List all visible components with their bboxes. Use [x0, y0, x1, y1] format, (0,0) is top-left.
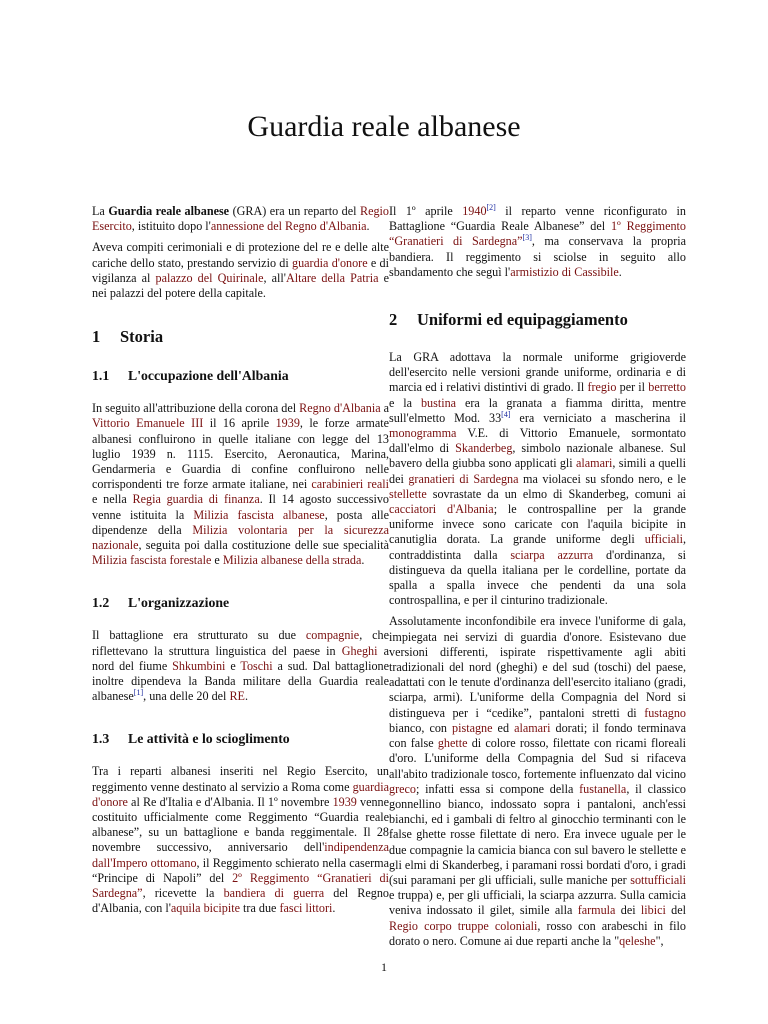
wiki-link[interactable]: bandiera di guerra [223, 886, 325, 901]
wiki-link[interactable]: alamari [514, 720, 551, 735]
wiki-link[interactable]: libici [640, 903, 666, 918]
wiki-link[interactable]: Milizia volontaria per la sicurezza nazionale [92, 522, 390, 553]
wiki-link[interactable]: pistagne [452, 720, 493, 735]
wiki-link[interactable]: 1940 [462, 204, 487, 218]
wiki-link[interactable]: armistizio di Cassibile [510, 264, 619, 279]
wiki-link[interactable]: monogramma [389, 426, 457, 441]
wiki-link[interactable]: 1939 [275, 416, 300, 431]
intro-paragraph-2: Aveva compiti cerimoniali e di protezione del re e delle alte cariche dello stato, prestando servizio di guardia d'onore e di vigilanza al palazzo del Quirinale, all'Altare della Patria e nei palazzi del potere della capitale. [92, 240, 389, 301]
wiki-link[interactable]: Vittorio Emanuele III [92, 416, 204, 431]
wiki-link[interactable]: aquila bicipite [170, 901, 240, 916]
wiki-link[interactable]: Milizia fascista forestale [92, 553, 212, 568]
wiki-link[interactable]: bustina [420, 395, 457, 410]
wiki-link[interactable]: Skanderbeg [455, 441, 513, 456]
wiki-link[interactable]: qeleshe [619, 933, 656, 948]
wiki-link[interactable]: stellette [389, 486, 427, 501]
wiki-link[interactable]: sottufficiali [630, 872, 686, 887]
wiki-link[interactable]: alamari [575, 456, 613, 471]
subsection-heading-occupazione [92, 367, 389, 385]
subsection-number: 1.1 [92, 368, 110, 384]
section-number: 2 [389, 310, 398, 330]
wiki-link[interactable]: fasci littori [279, 901, 333, 916]
paragraph-uniformi-1: La GRA adottava la normale uniforme grigioverde dell'esercito nelle versioni grande uniforme, ordinaria e di marcia ed i relativi distintivi di grado. Il fregio per il berretto e la bustina era la granata a fiamma diritta, mentre sull'elmetto Mod. 33[4] era verniciato a mascherina il monogramma V.E. di Vittorio Emanuele, sormontato dall'elmo di Skanderbeg, simbolo nazionale albanese. Sul bavero della giubba sono applicati gli alamari, simili a quelli dei granatieri di Sardegna ma violacei su sfondo nero, e le stellette sovrastate da un elmo di Skanderbeg, comuni ai cacciatori d'Albania; le controspalline per la grande uniforme invece sono caricate con l'aquila bicipite in canutiglia dorata. La grande uniforme degli ufficiali, contraddistinta dalla sciarpa azzurra d'ordinanza, si distingueva da quella italiana per le cordelline, portate da spalla a spalla invece che pendenti da una sola controspallina, e per il cinturino tradizionale. [389, 350, 687, 608]
paragraph-occupazione: In seguito all'attribuzione della corona del Regno d'Albania a Vittorio Emanuele III il 16 aprile 1939, le forze armate albanesi confluirono in quelle italiane con legge del 13 luglio 1939 n. 1115. Esercito, Aeronautica, Marina, Gendarmeria e Guardia di confine confluirono nelle corrispondenti tre forze armate italiane, nei carabinieri reali e nella Regia guardia di finanza. Il 14 agosto successivo venne istituita la Milizia fascista albanese, posta alle dipendenze della Milizia volontaria per la sicurezza nazionale, seguita poi dalla costituzione delle sue specialità Milizia fascista forestale e Milizia albanese della strada. [92, 401, 390, 568]
left-column [92, 204, 389, 923]
subsection-number: 1.2 [92, 595, 110, 611]
paragraph-organizzazione: Il battaglione era strutturato su due compagnie, che riflettevano la struttura linguistica del paese in Gheghi a nord del fiume Shkumbini e Toschi a sud. Dal battaglione inoltre dipendeva la Banda militare della Guardia reale albanese[1], una delle 20 del RE. [92, 628, 389, 704]
wiki-link[interactable]: Milizia fascista albanese [193, 507, 325, 522]
wiki-link[interactable]: Shkumbini [172, 658, 226, 673]
wiki-link[interactable]: compagnie [305, 628, 360, 643]
wiki-link[interactable]: Toschi [240, 658, 273, 673]
subsection-title: L'organizzazione [128, 595, 230, 611]
citation-link[interactable]: [3] [522, 233, 532, 243]
wiki-link[interactable]: palazzo del Quirinale [155, 270, 264, 285]
wiki-link[interactable]: fustanella [579, 781, 627, 796]
paragraph-continuation: Il 1º aprile 1940[2] il reparto venne riconfigurato in Battaglione “Guardia Reale Albanese” del 1º Reggimento “Granatieri di Sardegna”[3], ma conservava la propria bandiera. Il reggimento si sciolse in seguito allo sbandamento che seguì l'armistizio di Cassibile. [389, 202, 687, 279]
wiki-link[interactable]: ghette [437, 736, 468, 751]
subsection-heading-attivita [92, 730, 389, 748]
wiki-link[interactable]: Gheghi [341, 643, 378, 658]
citation-link[interactable]: [2] [486, 202, 496, 212]
wiki-link[interactable]: fustagno [644, 705, 686, 720]
wiki-link[interactable]: Regio corpo truppe coloniali [389, 918, 538, 933]
wiki-link[interactable]: Regio Esercito [92, 204, 389, 234]
paragraph-attivita: Tra i reparti albanesi inseriti nel Regio Esercito, un reggimento venne destinato al servizio a Roma come guardia d'onore al Re d'Italia e d'Albania. Il 1º novembre 1939 venne costituito ufficialmente come Reggimento “Guardia reale albanese”, su un battaglione e banda reggimentale. Il 28 novembre successivo, anniversario dell'indipendenza dall'Impero ottomano, il Reggimento schierato nella caserma “Principe di Napoli” del 2º Reggimento “Granatieri di Sardegna”, ricevette la bandiera di guerra del Regno d'Albania, con l'aquila bicipite tra due fasci littori. [92, 764, 389, 916]
citation-link[interactable]: [4] [501, 409, 511, 419]
page-title: Guardia reale albanese [247, 110, 521, 143]
subsection-heading-organizzazione [92, 594, 389, 612]
section-title: Storia [120, 327, 164, 347]
intro-paragraph-1: La Guardia reale albanese (GRA) era un reparto del Regio Esercito, istituito dopo l'annessione del Regno d'Albania. [92, 204, 389, 234]
wiki-link[interactable]: Altare della Patria [285, 270, 379, 285]
bold-term: Guardia reale albanese [108, 204, 230, 218]
wiki-link[interactable]: annessione del Regno d'Albania [210, 219, 367, 234]
wiki-link[interactable]: guardia d'onore [92, 779, 389, 809]
wiki-link[interactable]: greco [389, 781, 416, 796]
wiki-link[interactable]: guardia d'onore [292, 255, 368, 270]
wiki-link[interactable]: carabinieri reali [311, 477, 389, 492]
wiki-link[interactable]: 2º Reggimento “Granatieri di Sardegna” [92, 870, 389, 901]
wiki-link[interactable]: berretto [648, 380, 686, 395]
page-number: 1 [381, 960, 387, 974]
wiki-link[interactable]: 1939 [332, 794, 357, 809]
wiki-link[interactable]: Milizia albanese della strada [222, 553, 362, 568]
right-column [389, 204, 686, 955]
section-title: Uniformi ed equipaggiamento [417, 310, 628, 330]
section-heading-uniformi [389, 310, 686, 330]
subsection-number: 1.3 [92, 731, 110, 747]
wiki-link[interactable]: 1º Reggimento “Granatieri di Sardegna” [389, 219, 686, 249]
wiki-link[interactable]: granatieri di Sardegna [408, 471, 519, 486]
wiki-link[interactable]: Regno d'Albania [299, 401, 381, 416]
section-number: 1 [92, 327, 101, 347]
wiki-link[interactable]: ufficiali [644, 532, 683, 547]
citation-link[interactable]: [1] [133, 688, 144, 698]
paragraph-uniformi-2: Assolutamente inconfondibile era invece l'uniforme di gala, impiegata nei servizi di guardia d'onore. Esistevano due versioni differenti, ispirate rispettivamente agli abiti tradizionali del nord (gheghi) e del sud (toschi) del paese, adattati con le tenute d'ordinanza dell'esercito italiano (gradi, sciarpa, armi). L'uniforme della Compagnia del Nord si distingueva per i “cedike”, pantaloni stretti di fustagno bianco, con pistagne ed alamari dorati; il fondo terminava con false ghette di colore rosso, filettate con ricami floreali d'oro. L'uniforme della Compagnia del Sud si rifaceva all'abito tradizionale tosco, fortemente influenzato dal vicino greco; infatti essa si compone della fustanella, il classico gonnellino bianco, indossato sopra i pantaloni, anch'essi bianchi, ed i gambali di feltro al ginocchio terminanti con le false ghette rosse filettate di nero. Era invece uguale per le due compagnie la camicia bianca con sul bavero le stellette e gli elmi di Skanderbeg, i paramani rossi bordati d'oro, i gradi (sui paramani per gli ufficiali, sulle maniche per sottufficiali e truppa) e, per gli ufficiali, la sciarpa azzurra. Sulla camicia veniva indossato il gilet, simile alla farmula dei libici del Regio corpo truppe coloniali, rosso con arabeschi in filo dorato o nero. Comune ai due reparti anche la "qeleshe", [389, 614, 687, 948]
wiki-link[interactable]: sciarpa azzurra [510, 547, 594, 562]
wiki-link[interactable]: fregio [587, 380, 617, 395]
wiki-link[interactable]: farmula [577, 903, 616, 918]
wiki-link[interactable]: cacciatori d'Albania [389, 502, 494, 517]
subsection-title: L'occupazione dell'Albania [128, 368, 289, 384]
wiki-link[interactable]: RE [229, 689, 245, 704]
wiki-link[interactable]: indipendenza dall'Impero ottomano [92, 840, 389, 870]
wiki-link[interactable]: Regia guardia di finanza [132, 492, 260, 507]
subsection-title: Le attività e lo scioglimento [128, 731, 290, 747]
section-heading-storia [92, 327, 389, 347]
